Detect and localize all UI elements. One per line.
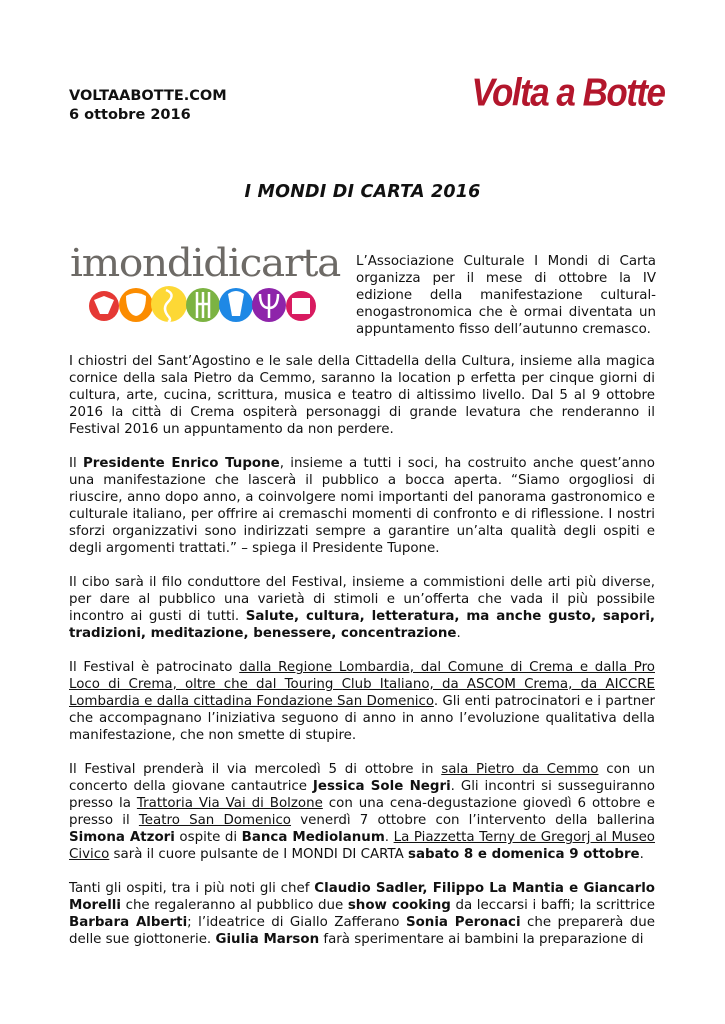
imondidicarta-wordmark: imondidicarta: [70, 241, 341, 285]
text-span: Il Festival è patrocinato: [69, 660, 240, 675]
paragraph-theme: [69, 574, 655, 642]
text-span: .: [384, 830, 394, 845]
text-span: Il: [69, 456, 83, 471]
text-span: venerdì 7 ottobre con l’intervento della ballerina: [291, 813, 655, 828]
text-span: Il Festival prenderà il via mercoledì 5 di ottobre in: [69, 762, 442, 777]
bold-span: Salute, cultura, letteratura, ma anche gusto, sapori, tradizioni, meditazione, benessere, concentrazione: [69, 609, 655, 641]
article-source: [69, 87, 227, 125]
text-span: con un concerto della giovane cantautrice: [69, 762, 655, 794]
bold-span: Jessica Sole Negri: [312, 779, 451, 794]
film-strip-icon: [292, 298, 310, 314]
bold-span: Claudio Sadler, Filippo La Mantia e Giancarlo Morelli: [69, 881, 655, 913]
bold-span: Barbara Alberti: [69, 915, 188, 930]
underlined-span: dalla Regione Lombardia, dal Comune di Crema e dalla Pro Loco di Crema, oltre che dal Touring Club Italiano, da ASCOM Crema, da AICCRE Lombardia e dalla cittadina Fondazione San Domenico: [69, 660, 655, 709]
text-span: ; l’ideatrice di Giallo Zafferano: [187, 915, 406, 930]
text-span: che regaleranno al pubblico due: [120, 898, 348, 913]
imondidicarta-logo: [68, 238, 344, 334]
intro-paragraph: L’Associazione Culturale I Mondi di Carta organizza per il mese di ottobre la IV edizione della manifestazione cultural-enogastronomica che è ormai diventata un appuntamento fisso dell’autunno cremasco.: [356, 254, 656, 337]
paragraph-schedule: [69, 761, 655, 863]
underlined-span: Trattoria Via Vai di Bolzone: [136, 796, 323, 811]
bold-span: Presidente Enrico Tupone: [82, 456, 280, 471]
fork-icon: [196, 292, 210, 318]
bold-span: Banca Mediolanum: [241, 830, 385, 845]
article-date: 6 ottobre 2016: [69, 107, 191, 123]
article-title: I MONDI DI CARTA 2016: [244, 182, 481, 202]
paragraph-president: [69, 455, 655, 557]
text-span: .: [456, 626, 461, 641]
text-span: Tanti gli ospiti, tra i più noti gli chef: [69, 881, 315, 896]
text-span: che preparerà due delle sue giottonerie.: [69, 915, 655, 947]
bold-span: Giulia Marson: [215, 932, 320, 947]
paragraph-location: I chiostri del Sant’Agostino e le sale della Cittadella della Cultura, insieme alla magica cornice della sala Pietro da Cemmo, saranno la location p erfetta per cinque giorni di cultura, arte, cucina, scrittura, musica e teatro di altissimo livello. Dal 5 al 9 ottobre 2016 la città di Crema ospiterà personaggi di grande levatura che renderanno il Festival 2016 un appuntamento da non perdere.: [69, 354, 655, 437]
text-span: . Gli incontri si susseguiranno presso la: [69, 779, 655, 811]
text-span: da leccarsi i baffi; la scrittrice: [450, 898, 655, 913]
text-span: con una cena-degustazione giovedì 6 ottobre e presso il: [69, 796, 655, 828]
text-span: . Gli enti patrocinatori e i partner che accompagnano l’iniziativa seguono di anno in anno l’evoluzione qualitativa della manifestazione, che non smette di stupire.: [69, 694, 655, 743]
text-span: .: [639, 847, 644, 862]
source-name: VOLTAABOTTE.COM: [69, 88, 227, 104]
bold-span: Sonia Peronaci: [405, 915, 521, 930]
text-span: , insieme a tutti i soci, ha costruito anche quest’anno una manifestazione che lascerà il pubblico a bocca aperta. “Siamo orgogliosi di riuscire, anno dopo anno, a coinvolgere nomi importanti del panorama gastronomico e culturale italiano, per offrire ai cremaschi momenti di confronto e di riflessione. I nostri sforzi organizzativi sono indirizzati sempre a garantire un’alta qualità degli ospiti e degli argomenti trattati.” – spiega il Presidente Tupone.: [69, 456, 655, 556]
underlined-span: Teatro San Domenico: [138, 813, 292, 828]
volta-a-botte-logo: [458, 62, 678, 118]
paragraph-guests: [69, 880, 655, 948]
article-body: [69, 353, 655, 965]
bold-span: Simona Atzori: [69, 830, 175, 845]
paragraph-patronage: [69, 659, 655, 744]
text-span: farà sperimentare ai bambini la preparazione di: [319, 932, 644, 947]
brand-logo-text: Volta a Botte: [471, 69, 665, 115]
underlined-span: sala Pietro da Cemmo: [441, 762, 599, 777]
underlined-span: La Piazzetta Terny de Gregorj al Museo Civico: [69, 830, 655, 862]
text-span: Il cibo sarà il filo conduttore del Festival, insieme a commistioni delle arti più diverse, per dare al pubblico una varietà di stimoli e un’offerta che vada il più possibile incontro ai gusti di tutti.: [69, 575, 655, 624]
bold-span: sabato 8 e domenica 9 ottobre: [408, 847, 640, 862]
text-span: ospite di: [174, 830, 242, 845]
text-span: sarà il cuore pulsante de I MONDI DI CARTA: [109, 847, 408, 862]
bold-span: show cooking: [347, 898, 451, 913]
